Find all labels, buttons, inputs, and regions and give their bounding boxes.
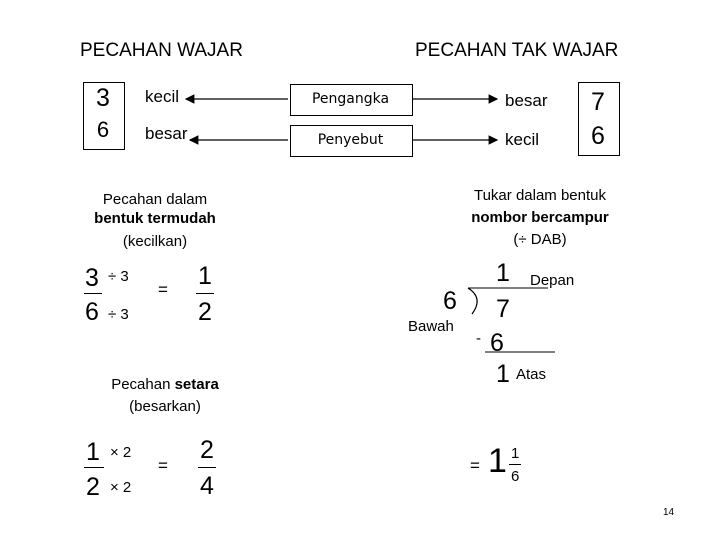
mixed-result-equals: = xyxy=(470,456,480,475)
equivalent-op-numerator: × 2 xyxy=(110,444,132,461)
mixed-result-denominator: 6 xyxy=(511,468,520,485)
mixed-result-whole: 1 xyxy=(488,442,507,480)
division-dividend: 7 xyxy=(496,295,510,323)
equivalent-result-line xyxy=(198,467,216,468)
equivalent-fraction-line xyxy=(84,467,104,468)
proper-numerator: 3 xyxy=(96,84,110,112)
simplify-denominator: 6 xyxy=(85,298,99,326)
mixed-result-numerator: 1 xyxy=(511,445,520,462)
equivalent-line1-plain: Pecahan xyxy=(111,376,175,393)
division-remainder-label: Atas xyxy=(516,366,547,383)
simplest-line1: Pecahan dalam xyxy=(102,191,208,208)
mixed-result-line xyxy=(509,464,521,465)
equivalent-equals: = xyxy=(158,456,168,475)
proper-fraction-heading: PECAHAN WAJAR xyxy=(80,40,243,61)
improper-top-label: besar xyxy=(505,91,548,110)
numerator-label: Pengangka xyxy=(311,91,390,107)
equivalent-denominator: 2 xyxy=(86,473,100,501)
simplify-op-denominator: ÷ 3 xyxy=(108,306,129,323)
proper-denominator: 6 xyxy=(96,117,110,142)
proper-top-label: kecil xyxy=(145,87,180,106)
simplest-line3: (kecilkan) xyxy=(122,233,188,250)
simplest-line2: bentuk termudah xyxy=(94,210,216,227)
division-bracket xyxy=(468,288,477,314)
mixed-title-line1: Tukar dalam bentuk xyxy=(473,187,606,204)
simplify-result-numerator: 1 xyxy=(198,262,212,290)
division-quotient-label: Depan xyxy=(530,272,575,289)
equivalent-line1-bold: setara xyxy=(174,376,219,393)
proper-bottom-label: besar xyxy=(145,124,188,143)
simplify-result-line xyxy=(196,293,214,294)
simplify-numerator: 3 xyxy=(85,264,99,292)
equivalent-numerator: 1 xyxy=(86,438,100,466)
division-subtrahend: 6 xyxy=(490,329,504,357)
equivalent-op-denominator: × 2 xyxy=(110,479,132,496)
equivalent-result-numerator: 2 xyxy=(200,436,214,464)
simplify-equals: = xyxy=(158,280,168,299)
division-divisor-label: Bawah xyxy=(408,318,454,335)
improper-fraction-heading: PECAHAN TAK WAJAR xyxy=(415,40,619,61)
simplify-op-numerator: ÷ 3 xyxy=(108,268,129,285)
simplify-fraction-line xyxy=(84,293,102,294)
division-remainder: 1 xyxy=(496,360,510,388)
improper-bottom-label: kecil xyxy=(505,130,540,149)
improper-denominator: 6 xyxy=(591,122,605,150)
mixed-title-line3: (÷ DAB) xyxy=(513,231,567,248)
improper-numerator: 7 xyxy=(591,88,605,116)
division-divisor: 6 xyxy=(443,287,457,315)
mixed-title-line2: nombor bercampur xyxy=(471,209,609,226)
simplify-result-denominator: 2 xyxy=(198,298,212,326)
equivalent-result-denominator: 4 xyxy=(200,472,214,500)
denominator-label: Penyebut xyxy=(317,132,384,148)
division-quotient: 1 xyxy=(496,259,510,287)
division-minus-sign: - xyxy=(476,330,481,347)
page-number: 14 xyxy=(663,507,675,518)
equivalent-line2: (besarkan) xyxy=(129,398,201,415)
equivalent-line1 xyxy=(80,376,250,393)
